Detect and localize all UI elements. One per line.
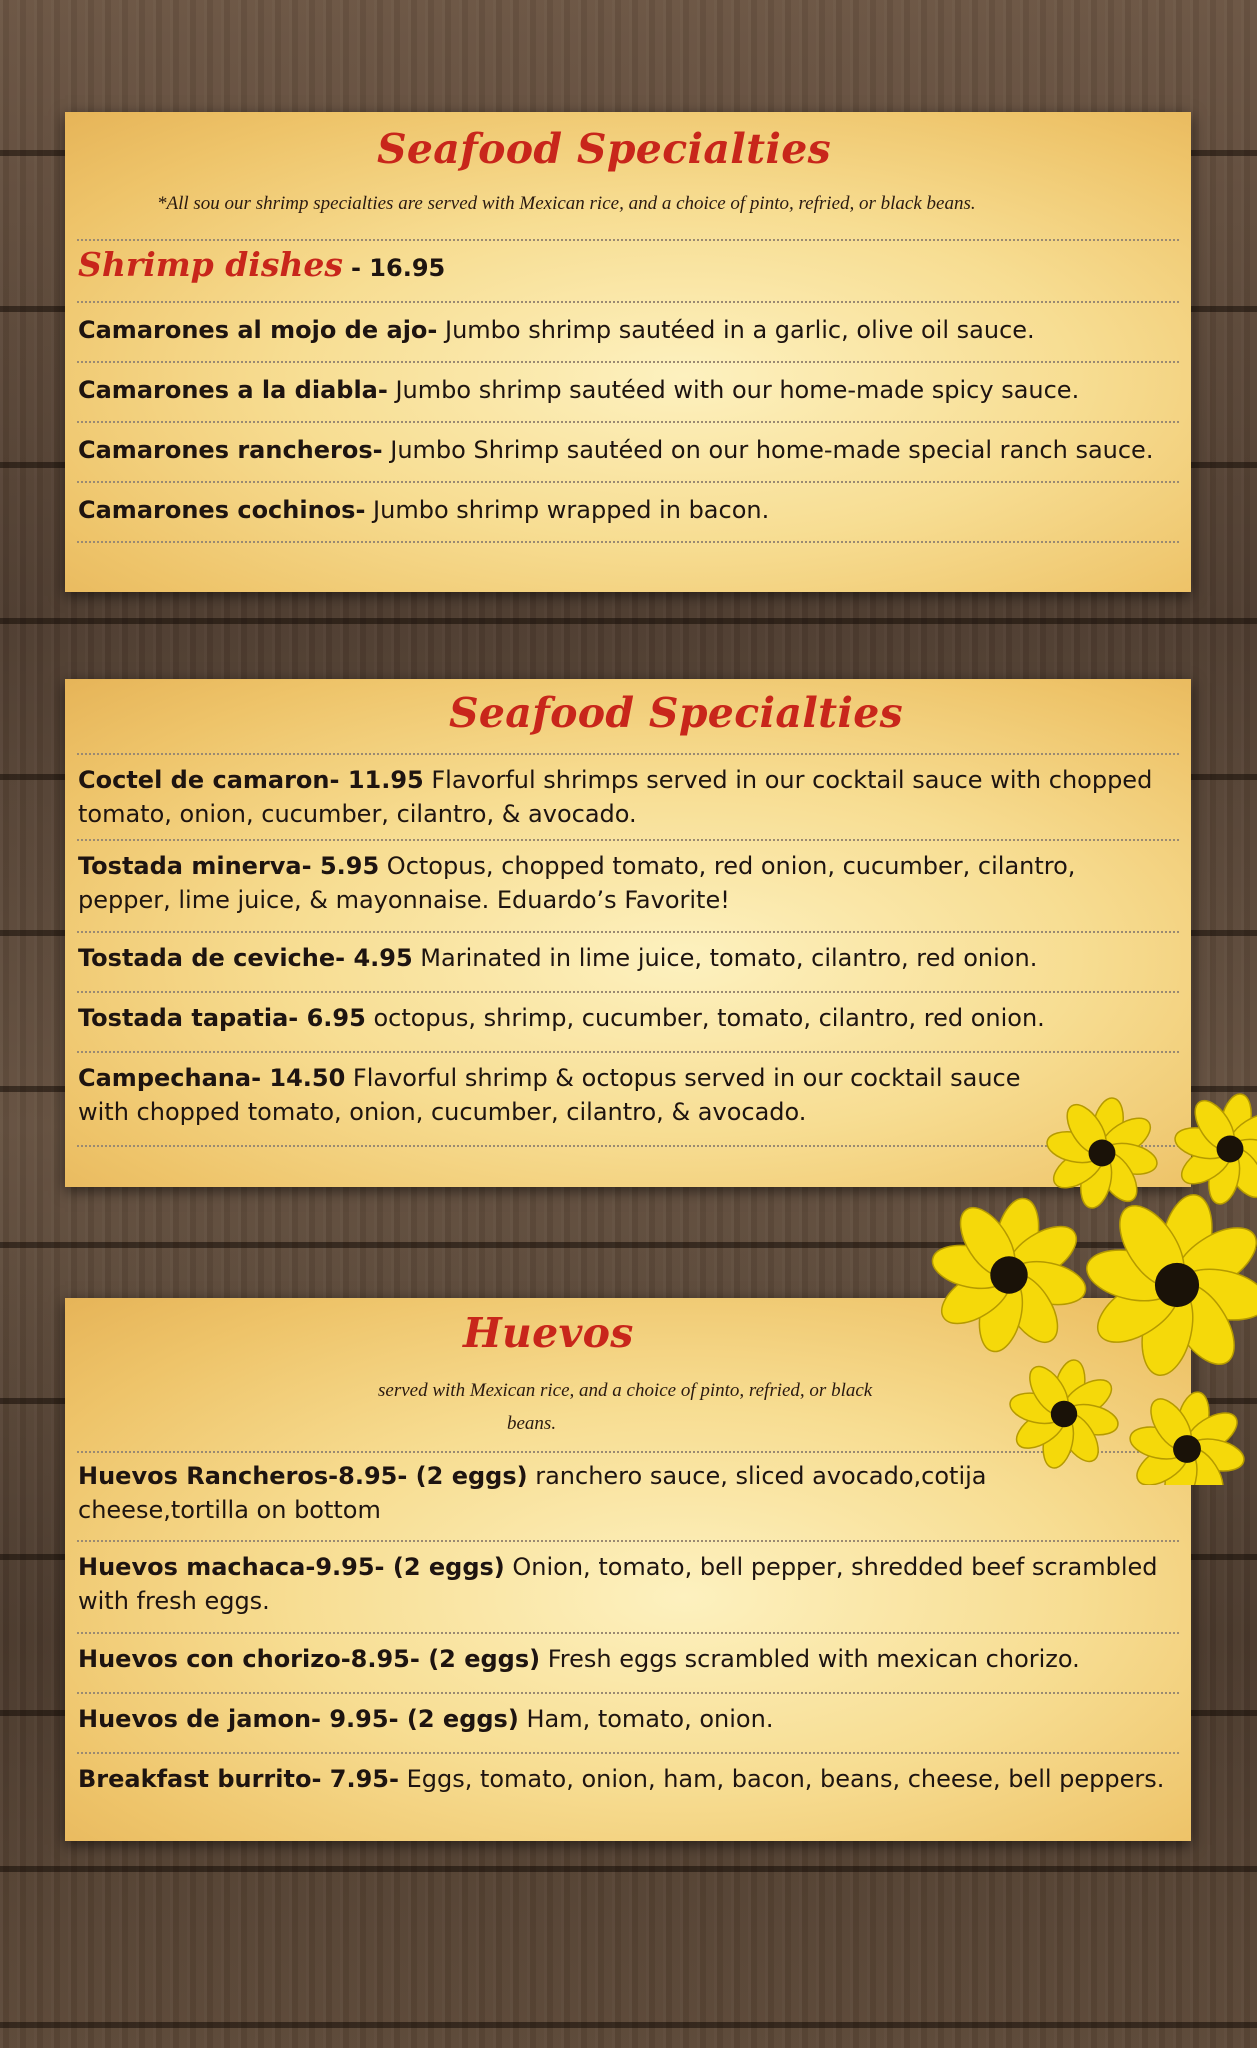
panel-title: Huevos: [463, 1309, 634, 1357]
flower-center: [1173, 1435, 1201, 1463]
sunflower-icon: [1044, 1095, 1160, 1211]
menu-item: [78, 1762, 1173, 1796]
divider: [77, 753, 1179, 755]
item-name: Huevos machaca-9.95- (2 eggs): [78, 1553, 505, 1581]
item-name: Coctel de camaron- 11.95: [78, 766, 424, 794]
menu-item: [78, 1642, 1173, 1676]
divider: [77, 839, 1179, 841]
item-name: Huevos Rancheros-8.95- (2 eggs): [78, 1462, 528, 1490]
sunflower-icon: [1172, 1091, 1257, 1207]
seafood-shrimp-panel: [65, 112, 1191, 592]
item-description: Marinated in lime juice, tomato, cilantro, red onion.: [412, 944, 1038, 972]
divider: [77, 361, 1179, 363]
item-name: Camarones rancheros-: [78, 436, 383, 464]
item-description: Jumbo Shrimp sautéed on our home-made special ranch sauce.: [382, 436, 1154, 464]
item-description: Jumbo shrimp wrapped in bacon.: [365, 496, 770, 524]
sunflower-icon: [1007, 1357, 1121, 1471]
menu-item: [78, 433, 1173, 467]
menu-item: [78, 1550, 1173, 1618]
sunflower-icon: [1127, 1389, 1247, 1485]
divider: [77, 1540, 1179, 1542]
divider: [77, 1632, 1179, 1634]
item-name: Camarones al mojo de ajo-: [78, 316, 438, 344]
item-description: Ham, tomato, onion.: [518, 1705, 774, 1733]
item-description: Jumbo shrimp sautéed with our home-made spicy sauce.: [387, 376, 1080, 404]
item-description: Fresh eggs scrambled with mexican chorizo.: [540, 1645, 1080, 1673]
flower-center: [1217, 1136, 1244, 1163]
item-description: Jumbo shrimp sautéed in a garlic, olive oil sauce.: [437, 316, 1035, 344]
item-description: octopus, shrimp, cucumber, tomato, cilantro, red onion.: [365, 1004, 1045, 1032]
item-name: Tostada minerva- 5.95: [78, 852, 380, 880]
sunflowers-decoration: [925, 1085, 1257, 1485]
divider: [77, 239, 1179, 241]
menu-item: [78, 763, 1173, 831]
flower-center: [1089, 1140, 1116, 1167]
divider: [77, 1051, 1179, 1053]
divider: [77, 931, 1179, 933]
panel-title: Seafood Specialties: [449, 689, 903, 737]
item-description: ranchero sauce, sliced avocado,cotija cheese,tortilla on bottom: [78, 1462, 987, 1524]
item-name: Camarones a la diabla-: [78, 376, 388, 404]
sunflower-icon: [1082, 1190, 1257, 1380]
item-description: Eggs, tomato, onion, ham, bacon, beans, cheese, bell peppers.: [398, 1765, 1165, 1793]
flower-center: [1051, 1401, 1077, 1427]
item-description: Onion, tomato, bell pepper, shredded beef scrambled with fresh eggs.: [78, 1553, 1158, 1615]
panel-note: served with Mexican rice, and a choice of pinto, refried, or black: [378, 1380, 873, 1401]
subhead-price: - 16.95: [350, 254, 446, 282]
menu-item: [78, 941, 1173, 975]
menu-item: [78, 1459, 1021, 1527]
shrimp-dishes-heading: [78, 245, 445, 284]
item-name: Tostada tapatia- 6.95: [78, 1004, 366, 1032]
divider: [77, 301, 1179, 303]
panel-note: *All sou our shrimp specialties are served with Mexican rice, and a choice of pinto, refried, or black beans.: [157, 193, 976, 214]
menu-item: [78, 849, 1173, 917]
divider: [77, 991, 1179, 993]
panel-title: Seafood Specialties: [377, 125, 831, 173]
item-description: Octopus, chopped tomato, red onion, cucumber, cilantro, pepper, lime juice, & mayonnaise. Eduardo’s Favorite!: [78, 852, 1076, 914]
flower-center: [990, 1256, 1027, 1293]
sunflower-icon: [928, 1194, 1089, 1355]
item-name: Breakfast burrito- 7.95-: [78, 1765, 399, 1793]
menu-item: [78, 493, 1173, 527]
subhead-title: Shrimp dishes: [78, 245, 343, 284]
divider: [77, 421, 1179, 423]
item-name: Huevos de jamon- 9.95- (2 eggs): [78, 1705, 519, 1733]
item-name: Campechana- 14.50: [78, 1064, 346, 1092]
divider: [77, 541, 1179, 543]
divider: [77, 1752, 1179, 1754]
flower-center: [1155, 1263, 1199, 1307]
divider: [77, 1692, 1179, 1694]
menu-item: [78, 1001, 1173, 1035]
panel-note: beans.: [507, 1413, 557, 1434]
item-name: Camarones cochinos-: [78, 496, 366, 524]
divider: [77, 481, 1179, 483]
menu-item: [78, 1061, 1061, 1129]
item-name: Huevos con chorizo-8.95- (2 eggs): [78, 1645, 541, 1673]
menu-item: [78, 313, 1173, 347]
item-description: Flavorful shrimp & octopus served in our cocktail sauce with chopped tomato, onion, cucumber, cilantro, & avocado.: [78, 1064, 1021, 1126]
item-name: Tostada de ceviche- 4.95: [78, 944, 413, 972]
item-description: Flavorful shrimps served in our cocktail sauce with chopped tomato, onion, cucumber, cilantro, & avocado.: [78, 766, 1153, 828]
menu-item: [78, 1702, 1173, 1736]
menu-item: [78, 373, 1173, 407]
